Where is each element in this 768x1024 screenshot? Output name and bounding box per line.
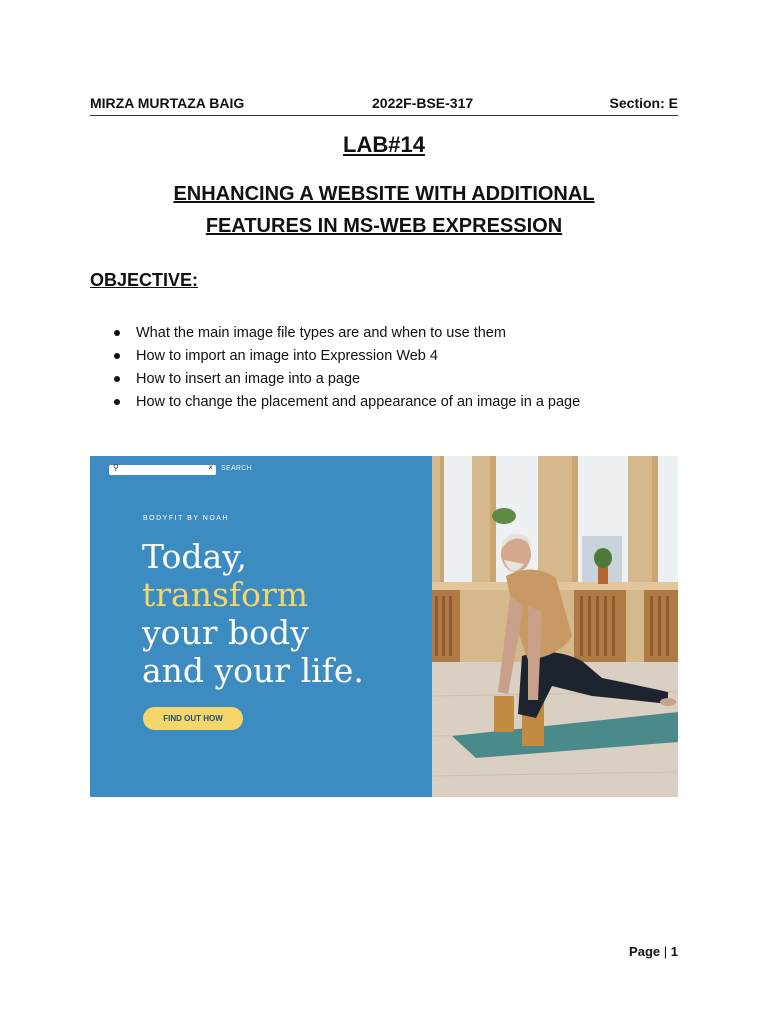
document-header	[90, 95, 678, 116]
headline-line-1: Today,	[142, 537, 247, 576]
student-name: MIRZA MURTAZA BAIG	[90, 95, 245, 111]
main-title-line-2: FEATURES IN MS-WEB EXPRESSION	[205, 215, 563, 237]
headline-line-2: transform	[142, 575, 309, 614]
search-label: SEARCH	[221, 465, 252, 472]
hero-headline	[142, 538, 364, 690]
close-icon: ×	[208, 463, 213, 472]
page-label: Page	[629, 944, 661, 959]
section-label: Section: E	[609, 95, 678, 111]
search-icon: ⚲	[113, 463, 119, 472]
search-input	[109, 465, 216, 475]
objective-list	[108, 322, 580, 414]
objective-heading: OBJECTIVE:	[90, 270, 199, 290]
hero-image	[90, 456, 678, 797]
list-item: How to import an image into Expression Web 4	[108, 345, 580, 368]
headline-line-3: your body	[142, 613, 309, 652]
page-number: 1	[670, 944, 678, 959]
headline-line-4: and your life.	[142, 651, 364, 690]
main-title	[90, 178, 678, 242]
list-item: How to change the placement and appearance of an image in a page	[108, 391, 580, 414]
list-item: How to insert an image into a page	[108, 368, 580, 391]
list-item: What the main image file types are and when to use them	[108, 322, 580, 345]
find-out-how-button: FIND OUT HOW	[143, 707, 243, 730]
page-footer	[629, 944, 678, 959]
hero-text-panel	[90, 456, 432, 797]
main-title-line-1: ENHANCING A WEBSITE WITH ADDITIONAL	[173, 183, 595, 205]
yoga-photo	[432, 456, 678, 797]
brand-name: BODYFIT BY NOAH	[143, 515, 230, 522]
page-separator: |	[663, 944, 668, 959]
student-id: 2022F-BSE-317	[372, 95, 474, 111]
lab-title: LAB#14	[343, 132, 425, 157]
